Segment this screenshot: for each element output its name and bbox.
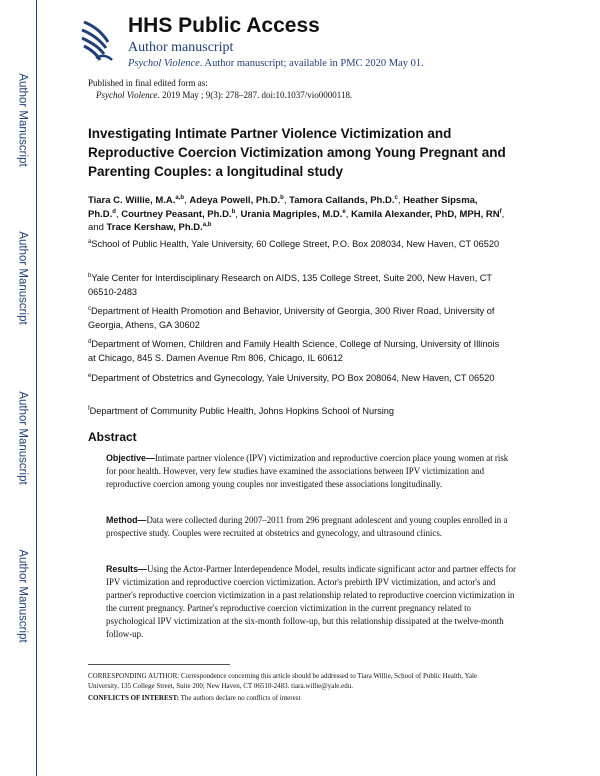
objective-text: Intimate partner violence (IPV) victimization and reproductive coercion place young women at risk for poor health. However, very few studies have examined the associations between IPV victimization and reproductive coercion among young couples nor investigated these associations longitudinally. <box>106 453 509 489</box>
author-name: Trace Kershaw, Ph.D. <box>106 222 203 233</box>
corresponding-author-footnote: CORRESPONDING AUTHOR: Correspondence concerning this article should be addressed to Tiara Willie, School of Public Health, Yale University, 135 College Street, Suite 200; New Haven, CT 06510-2483. tiara.willie@yale.edu. <box>88 672 478 690</box>
author-separator: , <box>115 208 122 220</box>
objective-label: Objective— <box>106 453 155 463</box>
author-affiliation-marker: c <box>394 194 398 201</box>
author-affiliation-marker: a,b <box>202 221 212 228</box>
author-separator: , <box>184 195 190 206</box>
affiliation-key: b <box>88 272 92 279</box>
author-name: Courtney Peasant, Ph.D. <box>121 208 232 220</box>
conflicts-label: CONFLICTS OF INTEREST: <box>88 694 180 702</box>
publication-citation <box>96 90 352 100</box>
affiliation-key: e <box>88 372 92 379</box>
affiliation-a <box>88 238 508 252</box>
publication-details: . 2019 May ; 9(3): 278–287. doi:10.1037/vio0000118. <box>157 90 353 100</box>
affiliation-text: Yale Center for Interdisciplinary Research on AIDS, 135 College Street, Suite 200, New Haven, CT 06510-2483 <box>88 273 492 297</box>
published-in-label: Published in final edited form as: <box>88 78 208 88</box>
conflicts-text: The authors declare no conflicts of interest <box>179 694 301 702</box>
author-affiliation-marker: b <box>231 208 236 215</box>
author-name: Heather Sipsma, Ph.D. <box>88 195 478 220</box>
author-name: Kamila Alexander, PhD, MPH, RN <box>351 208 500 220</box>
author-name: Urania Magriples, M.D. <box>240 208 343 220</box>
affiliation-key: d <box>88 338 92 345</box>
affiliation-key: a <box>88 238 92 245</box>
author-affiliation-marker: a,b <box>175 194 185 201</box>
affiliation-text: Department of Women, Children and Family Health Science, College of Nursing, University of Illinois at Chicago, 845 S. Damen Avenue Rm 806, Chicago, IL 60612 <box>88 339 500 363</box>
author-separator: , <box>235 208 241 220</box>
affiliation-text: Department of Community Public Health, Johns Hopkins School of Nursing <box>89 406 395 416</box>
results-text: Using the Actor-Partner Interdependence Model, results indicate significant actor and partner effects for IPV victimization and reproductive coercion victimization. Actor's prebirth IPV victimization, and actor's and partner's reproductive coercion victimization in a past relationship related to reproductive coercion victimization in the current pregnancy. Partner's reproductive coercion victimization in the current pregnancy related to psychological IPV victimization at the six-month follow-up, but this relationship dissipated at the twelve-month follow-up. <box>106 564 516 639</box>
author-name: Tamora Callands, Ph.D. <box>289 195 395 206</box>
sidebar-divider <box>36 0 37 776</box>
author-manuscript-subtitle: Author manuscript <box>128 40 234 55</box>
affiliation-text: School of Public Health, Yale University, 60 College Street, P.O. Box 208034, New Haven, CT 06520 <box>91 239 500 249</box>
author-name: Tiara C. Willie, M.A. <box>88 195 176 206</box>
sidebar-author-manuscript-2: Author Manuscript <box>17 231 30 325</box>
affiliation-text: Department of Obstetrics and Gynecology, Yale University, PO Box 208064, New Haven, CT 06520 <box>91 373 495 383</box>
publication-journal: Psychol Violence <box>96 90 158 100</box>
conflicts-footnote <box>88 694 508 704</box>
abstract-results <box>106 563 516 641</box>
article-title: Investigating Intimate Partner Violence Victimization and Reproductive Coercion Victimization among Young Pregnant and Parenting Couples: a longitudinal study <box>88 126 506 179</box>
method-text: Data were collected during 2007–2011 from 296 pregnant adolescent and young couples enrolled in a prospective study. Couples were recruited at obstetrics and gynecology, and ultrasound clinics. <box>106 515 508 538</box>
availability-line <box>128 58 424 69</box>
author-separator: , <box>397 195 404 206</box>
sidebar-author-manuscript-3: Author Manuscript <box>17 391 30 485</box>
author-affiliation-marker: b <box>280 194 284 201</box>
availability-text: . Author manuscript; available in PMC 2020 May 01. <box>199 58 424 69</box>
journal-name: Psychol Violence <box>128 58 200 69</box>
method-label: Method— <box>106 515 147 525</box>
results-label: Results— <box>106 564 147 574</box>
author-name: Adeya Powell, Ph.D. <box>189 195 281 206</box>
affiliation-text: Department of Health Promotion and Behavior, University of Georgia, 300 River Road, University of Georgia, Athens, GA 30602 <box>88 306 495 330</box>
abstract-method <box>106 514 516 540</box>
author-separator: , <box>283 195 290 206</box>
affiliation-key: f <box>88 405 90 412</box>
author-list <box>88 194 508 235</box>
affiliation-e <box>88 372 508 386</box>
sidebar-author-manuscript-1: Author Manuscript <box>17 73 30 167</box>
sidebar-author-manuscript-4: Author Manuscript <box>17 549 30 643</box>
affiliation-f <box>88 405 508 419</box>
hhs-eagle-icon <box>80 16 114 64</box>
affiliation-key: c <box>88 305 91 312</box>
affiliation-b <box>88 272 508 299</box>
author-affiliation-marker: e <box>342 208 346 215</box>
affiliation-d <box>88 338 508 365</box>
author-affiliation-marker: f <box>499 208 502 215</box>
affiliation-c <box>88 305 508 332</box>
footnote-rule <box>88 664 230 665</box>
hhs-public-access-title: HHS Public Access <box>128 14 320 37</box>
abstract-objective <box>106 452 516 491</box>
abstract-heading: Abstract <box>88 430 137 444</box>
author-affiliation-marker: d <box>112 208 116 215</box>
author-separator: , and <box>88 208 505 233</box>
author-separator: , <box>345 208 352 220</box>
